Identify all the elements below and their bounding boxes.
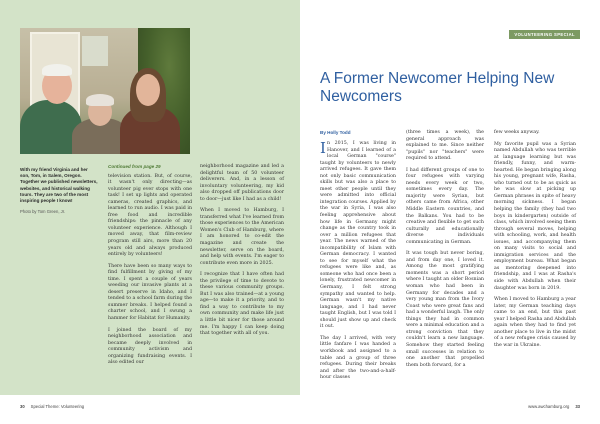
paragraph: I joined the board of my neighborhood association and became deeply involved in community activism and organizing fundraising events. I also edited our <box>108 327 192 366</box>
left-column-2 <box>200 164 284 343</box>
paragraph: When I moved to Hamburg a year later, my German teaching days came to an end, but this past year I helped Rasha and Abdullah again when they had to find yet another place to live in the midst of a new refugee crisis caused by the war in Ukraine. <box>494 297 576 348</box>
paragraph: The day I arrived, with very little fanfare I was handed a workbook and assigned to a table and a group of three refugees. During their breaks and after the two-and-a-half-hour classes <box>320 335 396 381</box>
right-column-2 <box>406 130 484 374</box>
right-footer <box>528 404 580 409</box>
photo-three-friends <box>20 28 190 154</box>
left-column-1 <box>108 164 192 372</box>
paragraph: When I moved to Hamburg, I transferred what I've learned from those experiences to the American Women's Club of Hamburg, where I am honored to co-edit the magazine and create the newsletter, serve on the board, and help with events. I'm eager to contribute even more in 2025. <box>200 208 284 266</box>
photo-caption <box>20 167 98 215</box>
caption-text: With my friend Virginia and her son, Tom, in Salem, Oregon. Together we published newsletters, websites, and historical walking tours. They are two of the most inspiring people I know! <box>20 167 98 204</box>
paragraph: My favorite pupil was a Syrian named Abdullah who was terrible at language learning but was friendly, funny, and warm-hearted. He began bringing along his young, pregnant wife, Rasha, who turned out to be as quick as he was slow at picking up German phrases in spite of heavy morning sickness. I began helping the family (they had two boys in kindergarten) outside of class, which involved seeing them through several moves, helping with schooling, work, and health issues, and accompanying them on many visits to social and immigration services and the employment bureau. What began as mentoring deepened into friendship, and I was at Rasha's side with Abdullah when their daughter was born in 2019. <box>494 141 576 291</box>
section-label: VOLUNTEERING SPECIAL <box>509 30 580 39</box>
paragraph: I had different groups of one to four refugees with varying needs every week or two, sometimes every day. The majority were Syrian, but others came from Africa, other Middle Eastern countries, and the Balkans. You had to be creative and flexible to get such culturally and educationally diverse individuals communicating in German. <box>406 167 484 245</box>
paragraph: neighborhood magazine and led a delightful team of 50 volunteer deliverers. And, in a lesson of involuntary volunteering, my kid also dropped off publications door to door—just like I had as a child! <box>200 164 284 202</box>
left-footer <box>20 404 84 409</box>
continued-from-label: Continued from page 29 <box>108 164 161 169</box>
paragraph: There have been so many ways to find fulfillment by giving of my time. I spent a couple of years weeding our invasive plants at a desert preserve in Idaho, and I tended to a school farm during the summer breaks. I helped found a charter school, and I swung a hammer for Habitat for Humanity. <box>108 263 192 322</box>
paragraph: (three times a week), the general approach was explained to me. Since neither "pupils" nor "teachers" were required to attend. <box>406 130 484 162</box>
paragraph: In 2015, I was living in Hanover, and I learned of a local German "course" taught by volunteers to newly arrived refugees. It gave them not only basic communication skills but was also a place to meet other people until they were admitted into official integration courses. Applied by the war in Syria, I was also feeling apprehensive about how life in Germany might change as the country took in over a million refugees that year. The news warned of the incompatibility of Islam with German democracy. I wanted to see for myself what the refugees were like and, as someone who had once been a lonely, frustrated newcomer in Germany, I felt strong sympathy and wanted to help. German wasn't my native language, and I had never taught English, but I was told I should just show up and check it out. <box>320 139 396 330</box>
byline: By Holly Todd <box>320 130 351 135</box>
page-number: 30 <box>20 404 25 409</box>
paragraph: few weeks anyway. <box>494 130 540 135</box>
photo-credit: Photo by Tom Green, Jr. <box>20 209 66 215</box>
right-column-1 <box>320 141 396 387</box>
page-number: 33 <box>575 404 580 409</box>
paragraph: It was tough but never boring, and from day one, I loved it. Among the most gratifying moments was a short period where I taught an older Bosnian woman who had been in Germany for decades and a very young man from the Ivory Coast who were great fans and had a wonderful laugh. The only things they had in common were a minimal education and a strong conviction that they couldn't learn a new language. Somehow they started feeling small successes in relation to one another that propelled them both forward, for a <box>406 251 484 368</box>
paragraph: I recognize that I have often had the privilege of time to devote to these various community groups. But I was also trained—at a young age—to make it a priority, and to find a way to contribute to my own community and make life just a little bit nicer for those around me. I'm happy I can keep doing that together with all of you. <box>200 272 284 337</box>
drop-cap: I <box>320 139 326 157</box>
right-column-3 <box>494 130 576 355</box>
footer-title: Special Theme: Volunteering <box>30 404 85 409</box>
paragraph: television station. But, of course, it wasn't only directing—as volunteer pig ever stops with one task! I set up lights and operated cameras, created graphics, and learned to run audio. I was paid in free food and incredible friendships: the pinnacle of any volunteer experience. Although I moved away, that film-review program still airs, more than 20 years old and always produced entirely by volunteers! <box>108 173 192 258</box>
article-title: A Former Newcomer Helping New Newcomers <box>320 70 555 105</box>
footer-url: www.awchamburg.org <box>528 404 570 409</box>
